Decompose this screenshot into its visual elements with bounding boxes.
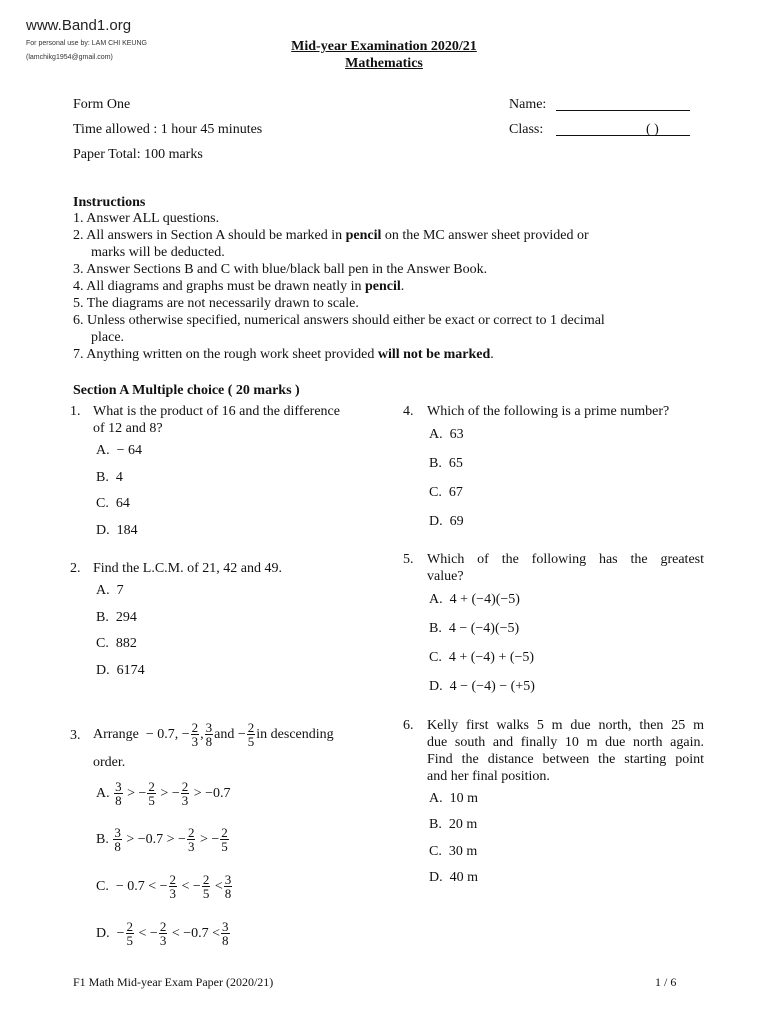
- q5-option-c: C. 4 + (−4) + (−5): [429, 650, 535, 665]
- subject-title: Mathematics: [345, 56, 423, 71]
- time-allowed: Time allowed : 1 hour 45 minutes: [73, 122, 263, 137]
- q3-number: 3.: [70, 728, 81, 743]
- q2-number: 2.: [70, 561, 81, 576]
- class-number-paren: ( ): [646, 122, 659, 137]
- q4-option-c: C. 67: [429, 485, 463, 500]
- q3-option-d: D. − $\frac{2}{5}$ < − $\frac{2}{3}$ < −0.7 < $\frac{3}{8}$: [96, 918, 229, 948]
- q3-option-b: B. $\frac{3}{8}$ > −0.7 > − $\frac{2}{3}$ > − $\frac{2}{5}$: [96, 824, 228, 854]
- class-line: [556, 135, 690, 136]
- q2-text: Find the L.C.M. of 21, 42 and 49.: [93, 561, 282, 576]
- q4-option-d: D. 69: [429, 514, 464, 529]
- q1-text-line1: What is the product of 16 and the difference: [93, 404, 340, 419]
- q5-option-b: B. 4 − (−4)(−5): [429, 621, 520, 636]
- q3-stem: Arrange − 0.7, − $\frac{2}{3}$ , $\frac{3}{8}$ and − $\frac{2}{5}$ in descending: [93, 719, 334, 749]
- watermark-personal-use: For personal use by: LAM CHI KEUNG: [26, 40, 147, 47]
- q3-text-order: order.: [93, 755, 126, 770]
- q6-option-b: B. 20 m: [429, 817, 478, 832]
- instruction-6: 6. Unless otherwise specified, numerical answers should either be exact or correct to 1 decimal: [73, 313, 605, 328]
- q3-option-a: A. $\frac{3}{8}$ > − $\frac{2}{5}$ > − $\frac{2}{3}$ > −0.7: [96, 778, 231, 808]
- q5-option-a: A. 4 + (−4)(−5): [429, 592, 520, 607]
- watermark-site: www.Band1.org: [26, 17, 132, 34]
- q6-number: 6.: [403, 718, 414, 733]
- q6-text-line2: due south and finally 10 m due north again.: [427, 735, 704, 750]
- instruction-1: 1. Answer ALL questions.: [73, 211, 220, 226]
- q3-frac-2-3: $\frac{2}{3}$: [191, 719, 199, 749]
- q2-option-b: B. 294: [96, 610, 137, 625]
- q6-option-d: D. 40 m: [429, 870, 479, 885]
- q6-text-line4: and her final position.: [427, 769, 550, 784]
- q6-text-line3: Find the distance between the starting point: [427, 752, 704, 767]
- footer-paper-title: F1 Math Mid-year Exam Paper (2020/21): [73, 975, 274, 989]
- name-line: [556, 110, 690, 111]
- form-level: Form One: [73, 97, 131, 112]
- q4-option-a: A. 63: [429, 427, 464, 442]
- instruction-6-cont: place.: [91, 330, 125, 345]
- instruction-4: 4. All diagrams and graphs must be drawn neatly in pencil.: [73, 279, 405, 294]
- instruction-3: 3. Answer Sections B and C with blue/black ball pen in the Answer Book.: [73, 262, 488, 277]
- q2-option-a: A. 7: [96, 583, 124, 598]
- q5-text-line1: Which of the following has the greatest: [427, 552, 704, 567]
- q3-frac-2-5: $\frac{2}{5}$: [247, 719, 255, 749]
- q4-number: 4.: [403, 404, 414, 419]
- q4-text: Which of the following is a prime number?: [427, 404, 670, 419]
- instructions-heading: Instructions: [73, 195, 146, 210]
- q1-option-b: B. 4: [96, 470, 123, 485]
- q1-option-c: C. 64: [96, 496, 130, 511]
- paper-total: Paper Total: 100 marks: [73, 147, 203, 162]
- q6-option-c: C. 30 m: [429, 844, 478, 859]
- section-a-heading: Section A Multiple choice ( 20 marks ): [73, 383, 300, 398]
- footer-page-number: 1 / 6: [655, 975, 677, 989]
- instruction-5: 5. The diagrams are not necessarily drawn to scale.: [73, 296, 359, 311]
- instruction-2-cont: marks will be deducted.: [91, 245, 225, 260]
- class-label: Class:: [509, 122, 544, 137]
- q3-frac-3-8: $\frac{3}{8}$: [205, 719, 213, 749]
- q1-number: 1.: [70, 404, 81, 419]
- name-label: Name:: [509, 97, 547, 112]
- q1-option-d: D. 184: [96, 523, 138, 538]
- watermark-email: (lamchikg1954@gmail.com): [26, 54, 113, 61]
- q5-text-line2: value?: [427, 569, 464, 584]
- instruction-2: 2. All answers in Section A should be marked in pencil on the MC answer sheet provided or: [73, 228, 589, 243]
- q3-option-c: C. − 0.7 < − $\frac{2}{3}$ < − $\frac{2}{5}$ < $\frac{3}{8}$: [96, 871, 232, 901]
- q1-text-line2: of 12 and 8?: [93, 421, 163, 436]
- q5-number: 5.: [403, 552, 414, 567]
- q6-option-a: A. 10 m: [429, 791, 479, 806]
- exam-title: Mid-year Examination 2020/21: [291, 39, 477, 54]
- q2-option-d: D. 6174: [96, 663, 145, 678]
- q6-text-line1: Kelly first walks 5 m due north, then 25 m: [427, 718, 704, 733]
- q2-option-c: C. 882: [96, 636, 137, 651]
- q5-option-d: D. 4 − (−4) − (+5): [429, 679, 535, 694]
- instruction-7: 7. Anything written on the rough work sheet provided will not be marked.: [73, 347, 494, 362]
- q4-option-b: B. 65: [429, 456, 463, 471]
- q1-option-a: A. − 64: [96, 443, 143, 458]
